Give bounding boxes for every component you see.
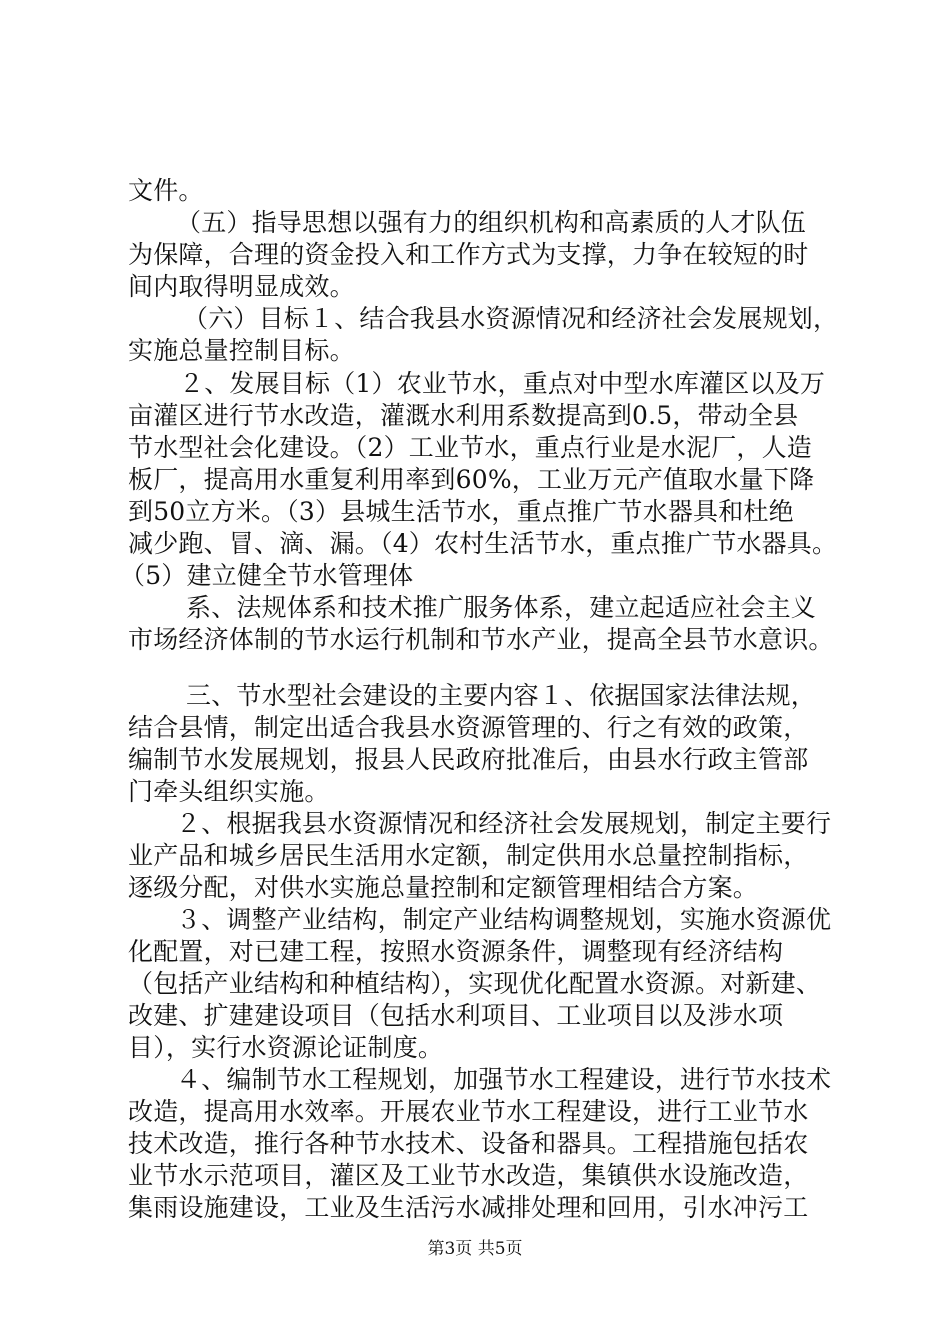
text-line-27: 目），实行水资源论证制度。	[128, 1033, 444, 1062]
text-line-5: （六）目标１、结合我县水资源情况和经济社会发展规划，	[183, 304, 839, 333]
text-line-11: 到50立方米。（3）县城生活节水，重点推广节水器具和杜绝	[128, 497, 794, 526]
text-line-24: 化配置，对已建工程，按照水资源条件，调整现有经济结构	[128, 937, 784, 966]
text-line-4: 间内取得明显成效。	[128, 272, 355, 301]
text-line-3: 为保障，合理的资金投入和工作方式为支撑，力争在较短的时	[128, 240, 809, 269]
text-line-20: ２、根据我县水资源情况和经济社会发展规划，制定主要行	[176, 809, 832, 838]
text-line-16: 三、节水型社会建设的主要内容１、依据国家法律法规，	[186, 681, 817, 710]
text-line-14: 系、法规体系和技术推广服务体系，建立起适应社会主义	[186, 593, 817, 622]
text-line-6: 实施总量控制目标。	[128, 336, 355, 365]
text-line-9: 节水型社会化建设。（2）工业节水，重点行业是水泥厂，人造	[128, 433, 813, 462]
text-line-21: 业产品和城乡居民生活用水定额，制定供用水总量控制指标，	[128, 841, 809, 870]
text-line-25: （包括产业结构和种植结构），实现优化配置水资源。对新建、	[128, 969, 822, 998]
text-line-1: 文件。	[128, 176, 204, 205]
text-line-13: （5）建立健全节水管理体	[120, 561, 414, 590]
text-line-31: 业节水示范项目，灌区及工业节水改造，集镇供水设施改造，	[128, 1161, 809, 1190]
text-line-15: 市场经济体制的节水运行机制和节水产业，提高全县节水意识。	[128, 625, 834, 654]
text-line-29: 改造，提高用水效率。开展农业节水工程建设，进行工业节水	[128, 1097, 809, 1126]
text-line-28: ４、编制节水工程规划，加强节水工程建设，进行节水技术	[176, 1065, 832, 1094]
text-line-10: 板厂，提高用水重复利用率到60%，工业万元产值取水量下降	[128, 465, 815, 494]
text-line-32: 集雨设施建设，工业及生活污水减排处理和回用，引水冲污工	[128, 1193, 809, 1222]
page-number-footer: 第3页 共5页	[427, 1239, 523, 1259]
text-line-19: 门牵头组织实施。	[128, 777, 330, 806]
text-line-23: ３、调整产业结构，制定产业结构调整规划，实施水资源优	[176, 905, 832, 934]
text-line-2: （五）指导思想以强有力的组织机构和高素质的人才队伍	[176, 208, 807, 237]
text-line-7: ２、发展目标（1）农业节水，重点对中型水库灌区以及万	[179, 369, 826, 398]
text-line-17: 结合县情，制定出适合我县水资源管理的、行之有效的政策，	[128, 713, 809, 742]
text-line-22: 逐级分配，对供水实施总量控制和定额管理相结合方案。	[128, 873, 759, 902]
text-line-8: 亩灌区进行节水改造，灌溉水利用系数提高到0.5，带动全县	[128, 401, 799, 430]
text-line-26: 改建、扩建建设项目（包括水利项目、工业项目以及涉水项	[128, 1001, 784, 1030]
text-line-18: 编制节水发展规划，报县人民政府批准后，由县水行政主管部	[128, 745, 809, 774]
text-line-12: 减少跑、冒、滴、漏。（4）农村生活节水，重点推广节水器具。	[128, 529, 838, 558]
text-line-30: 技术改造，推行各种节水技术、设备和器具。工程措施包括农	[128, 1129, 809, 1158]
